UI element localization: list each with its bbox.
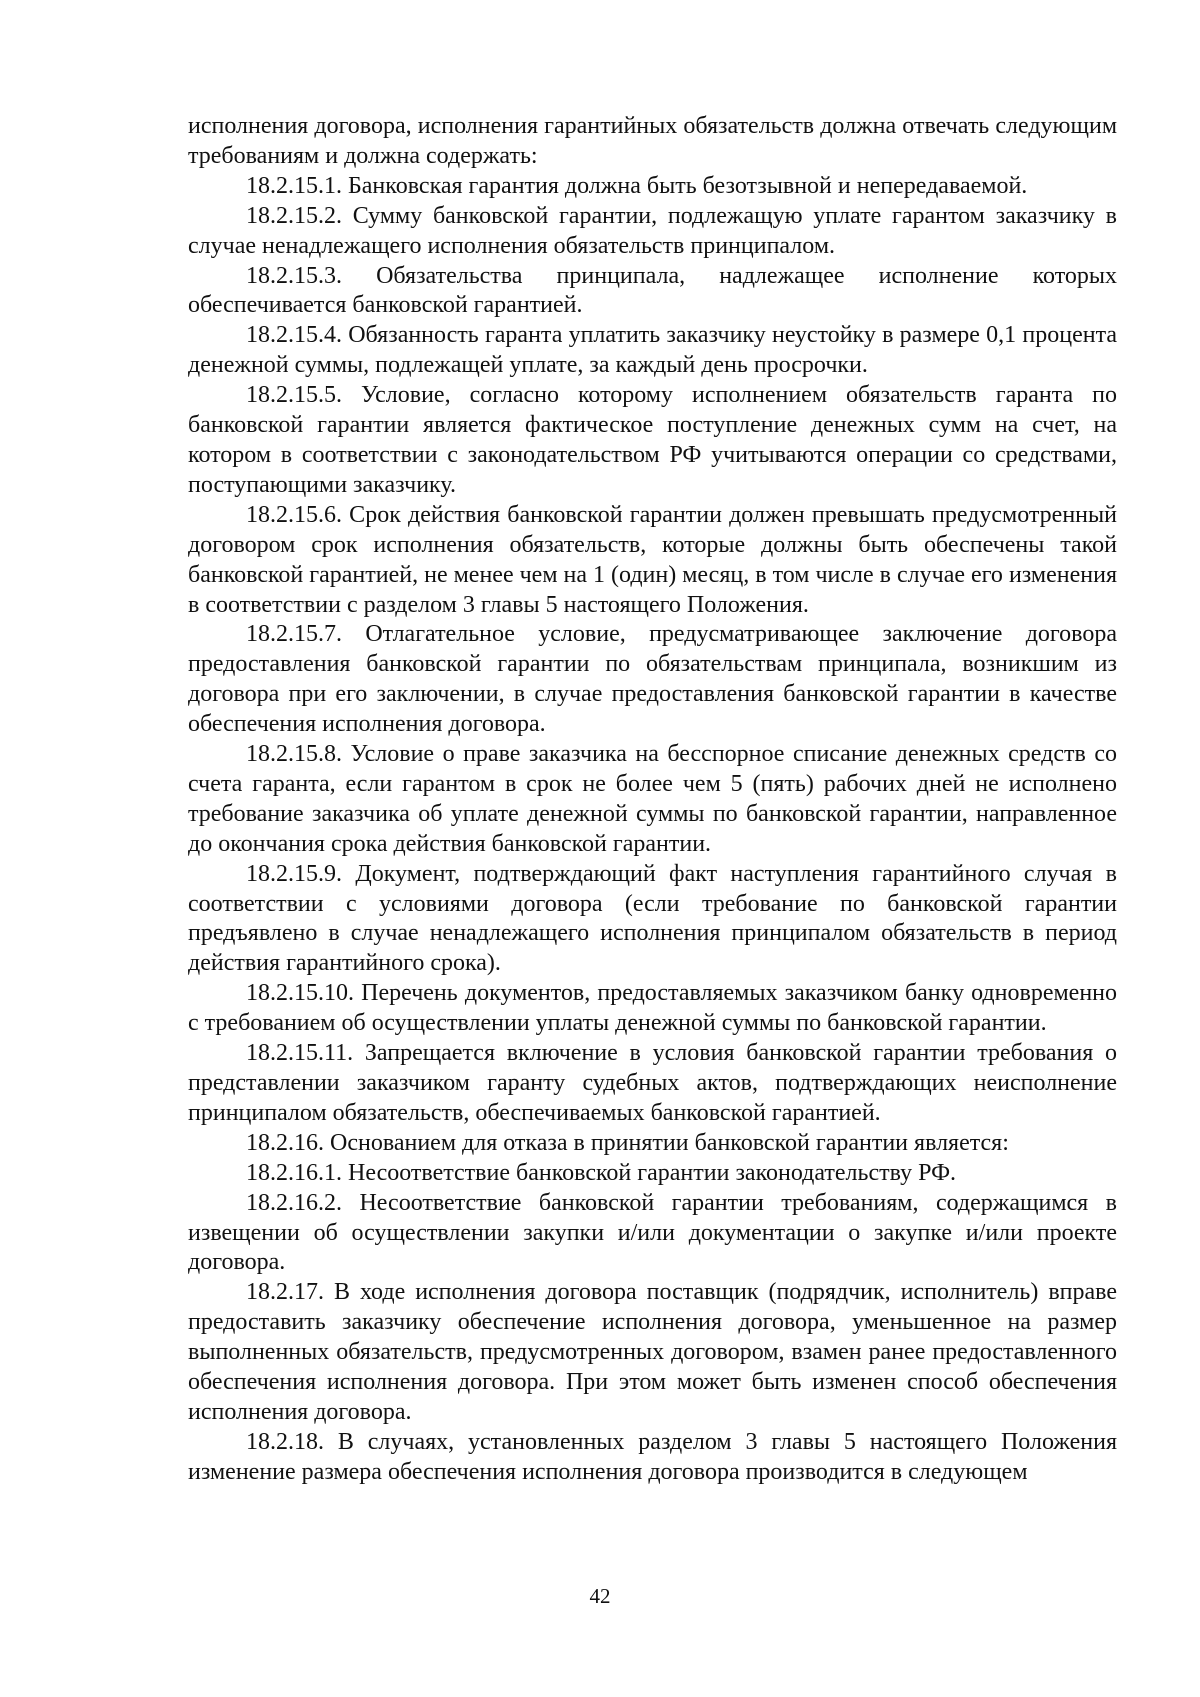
paragraph: исполнения договора, исполнения гарантийных обязательств должна отвечать следующим требованиям и должна содержать:: [188, 113, 1117, 169]
paragraph: 18.2.16.2. Несоответствие банковской гарантии требованиям, содержащимся в извещении об осуществлении закупки и/или документации о закупке и/или проекте договора.: [188, 1189, 1117, 1276]
paragraph: 18.2.16.1. Несоответствие банковской гарантии законодательству РФ.: [246, 1159, 957, 1186]
paragraph: 18.2.15.3. Обязательства принципала, надлежащее исполнение которых обеспечивается банковской гарантией.: [188, 262, 1117, 319]
paragraph: 18.2.15.1. Банковская гарантия должна быть безотзывной и непередаваемой.: [246, 172, 1028, 199]
paragraph: 18.2.15.2. Сумму банковской гарантии, подлежащую уплате гарантом заказчику в случае ненадлежащего исполнения обязательств принципалом.: [188, 202, 1117, 259]
paragraph: 18.2.15.7. Отлагательное условие, предусматривающее заключение договора предоставления банковской гарантии по обязательствам принципала, возникшим из договора при его заключении, в случае предоставления банковской гарантии в качестве обеспечения исполнения договора.: [188, 621, 1117, 738]
paragraph: 18.2.18. В случаях, установленных разделом 3 главы 5 настоящего Положения изменение размера обеспечения исполнения договора производится в следующем: [188, 1428, 1117, 1485]
paragraph: 18.2.15.10. Перечень документов, предоставляемых заказчиком банку одновременно с требованием об осуществлении уплаты денежной суммы по банковской гарантии.: [188, 980, 1117, 1037]
paragraph: 18.2.16. Основанием для отказа в принятии банковской гарантии является:: [246, 1129, 1009, 1156]
paragraph: 18.2.15.6. Срок действия банковской гарантии должен превышать предусмотренный договором срок исполнения обязательств, которые должны быть обеспечены такой банковской гарантией, не менее чем на 1 (один) месяц, в том числе в случае его изменения в соответствии с разделом 3 главы 5 настоящего Положения.: [188, 501, 1117, 618]
paragraph: 18.2.15.11. Запрещается включение в условия банковской гарантии требования о представлении заказчиком гаранту судебных актов, подтверждающих неисполнение принципалом обязательств, обеспечиваемых банковской гарантией.: [188, 1040, 1117, 1126]
paragraph: 18.2.15.8. Условие о праве заказчика на бесспорное списание денежных средств со счета гаранта, если гарантом в срок не более чем 5 (пять) рабочих дней не исполнено требование заказчика об уплате денежной суммы по банковской гарантии, направленное до окончания срока действия банковской гарантии.: [188, 741, 1117, 857]
paragraph: 18.2.15.9. Документ, подтверждающий факт наступления гарантийного случая в соответствии с условиями договора (если требование по банковской гарантии предъявлено в случае ненадлежащего исполнения принципалом обязательств в период действия гарантийного срока).: [188, 860, 1117, 977]
document-body: [188, 112, 1117, 1488]
page-number: 42: [589, 1584, 611, 1608]
paragraph: 18.2.17. В ходе исполнения договора поставщик (подрядчик, исполнитель) вправе предоставить заказчику обеспечение исполнения договора, уменьшенное на размер выполненных обязательств, предусмотренных договором, взамен ранее предоставленного обеспечения исполнения договора. При этом может быть изменен способ обеспечения исполнения договора.: [188, 1279, 1117, 1425]
paragraph: 18.2.15.4. Обязанность гаранта уплатить заказчику неустойку в размере 0,1 процента денежной суммы, подлежащей уплате, за каждый день просрочки.: [188, 322, 1117, 379]
paragraph: 18.2.15.5. Условие, согласно которому исполнением обязательств гаранта по банковской гарантии является фактическое поступление денежных сумм на счет, на котором в соответствии с законодательством РФ учитываются операции со средствами, поступающими заказчику.: [188, 382, 1117, 498]
